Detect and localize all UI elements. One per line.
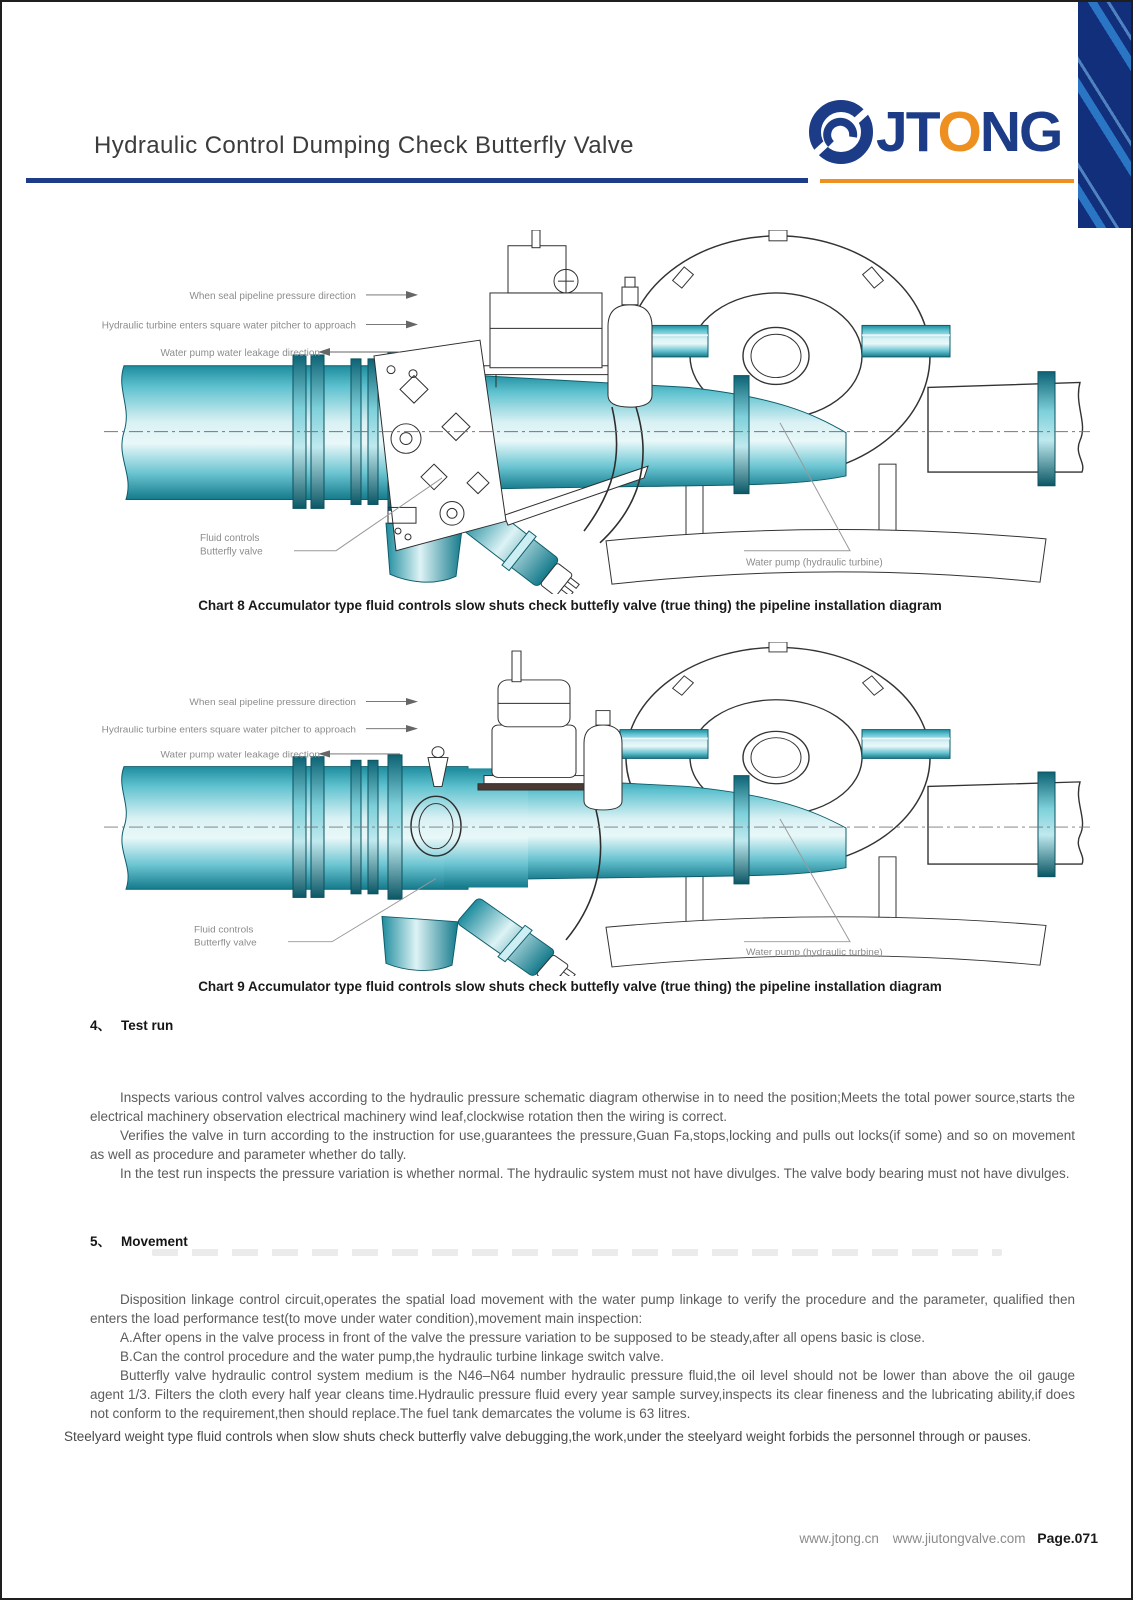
section-5-body — [90, 1290, 1075, 1423]
label-water-pump: Water pump (hydraulic turbine) — [746, 947, 883, 959]
paragraph: Butterfly valve hydraulic control system medium is the N46–N64 number hydraulic pressure fluid,the oil level should not be lower than above the oil gauge agent 1/3. Filters the cloth every half year cleans time.Hydraulic pressure fluid every year sample survey,inspects its clear fineness and the lubricating ability,if does not conform to the requirement,then should replace.The fuel tank demarcates the volume is 63 litres. — [90, 1368, 1075, 1421]
logo-o: O — [937, 100, 980, 164]
logo-ng: NG — [979, 100, 1062, 164]
label-turbine-approach: Hydraulic turbine enters square water pitcher to approach — [101, 320, 356, 332]
label-leakage-direction: Water pump water leakage direction — [160, 347, 320, 359]
chart8-caption: Chart 8 Accumulator type fluid controls slow shuts check buttefly valve (true thing) the pipeline installation diagram — [198, 598, 942, 613]
paragraph: A.After opens in the valve process in front of the valve the pressure variation to be supposed to be steady,after all opens basic is close. — [120, 1330, 925, 1345]
label-fluid-controls: Fluid controls — [194, 925, 254, 936]
faded-text-artifact — [152, 1249, 1002, 1256]
jtong-logo-text — [876, 90, 1061, 174]
closing-note: Steelyard weight type fluid controls when slow shuts check butterfly valve debugging,the work,under the steelyard weight forbids the personnel through or pauses. — [64, 1429, 1032, 1444]
section-4-heading — [90, 1014, 173, 1034]
paragraph: B.Can the control procedure and the water pump,the hydraulic turbine linkage switch valve. — [120, 1349, 665, 1364]
paragraph: In the test run inspects the pressure variation is whether normal. The hydraulic system must not have divulges. The valve body bearing must not have divulges. — [120, 1166, 1070, 1181]
label-water-pump: Water pump (hydraulic turbine) — [745, 557, 883, 569]
section-5-number: 5、 — [90, 1234, 112, 1249]
page-number: Page.071 — [1037, 1530, 1098, 1546]
jtong-logo-icon — [806, 90, 876, 174]
paragraph: Inspects various control valves according to the hydraulic pressure schematic diagram otherwise in to need the position;Meets the total power source,starts the electrical machinery observation electrical machinery wind leaf,clockwise rotation then the wiring is correct. — [90, 1090, 1075, 1124]
chart9-caption: Chart 9 Accumulator type fluid controls slow shuts check buttefly valve (true thing) the pipeline installation diagram — [198, 979, 942, 994]
section-4-body — [90, 1088, 1075, 1183]
diagram-chart9 — [88, 642, 1098, 976]
logo-jt: JT — [876, 100, 938, 164]
page-title: Hydraulic Control Dumping Check Butterfly Valve — [94, 132, 634, 159]
header-rule-blue — [26, 178, 808, 183]
label-pressure-direction: When seal pipeline pressure direction — [189, 290, 356, 302]
footer-url-jtong: www.jtong.cn — [799, 1531, 879, 1546]
section-5-title: Movement — [121, 1234, 188, 1249]
paragraph: Verifies the valve in turn according to the instruction for use,guarantees the pressure,Guan Fa,stops,locking and pulls out locks(if some) and so on movement as well as procedure and parameter whether do tally. — [90, 1128, 1075, 1162]
label-leakage-direction: Water pump water leakage direction — [160, 749, 321, 761]
section-4-title: Test run — [121, 1018, 174, 1033]
page-footer — [789, 1530, 1098, 1546]
section-5-heading — [90, 1230, 188, 1250]
paragraph: Disposition linkage control circuit,operates the spatial load movement with the water pump linkage to verify the procedure and the parameter, qualified then enters the load performance test(to move under water condition),movement main inspection: — [90, 1292, 1075, 1326]
label-fluid-controls: Fluid controls — [200, 532, 260, 544]
section-4-number: 4、 — [90, 1018, 112, 1033]
jtong-logo — [806, 90, 1061, 174]
footer-url-jiutongvalve: www.jiutongvalve.com — [892, 1531, 1026, 1546]
header-rule-orange — [820, 179, 1074, 183]
corner-stripe-decoration — [1078, 2, 1131, 228]
label-turbine-approach: Hydraulic turbine enters square water pitcher to approach — [101, 724, 357, 736]
label-butterfly-valve: Butterfly valve — [200, 546, 263, 558]
label-pressure-direction: When seal pipeline pressure direction — [189, 697, 357, 709]
diagram-chart8 — [88, 230, 1098, 594]
label-butterfly-valve: Butterfly valve — [194, 937, 257, 949]
